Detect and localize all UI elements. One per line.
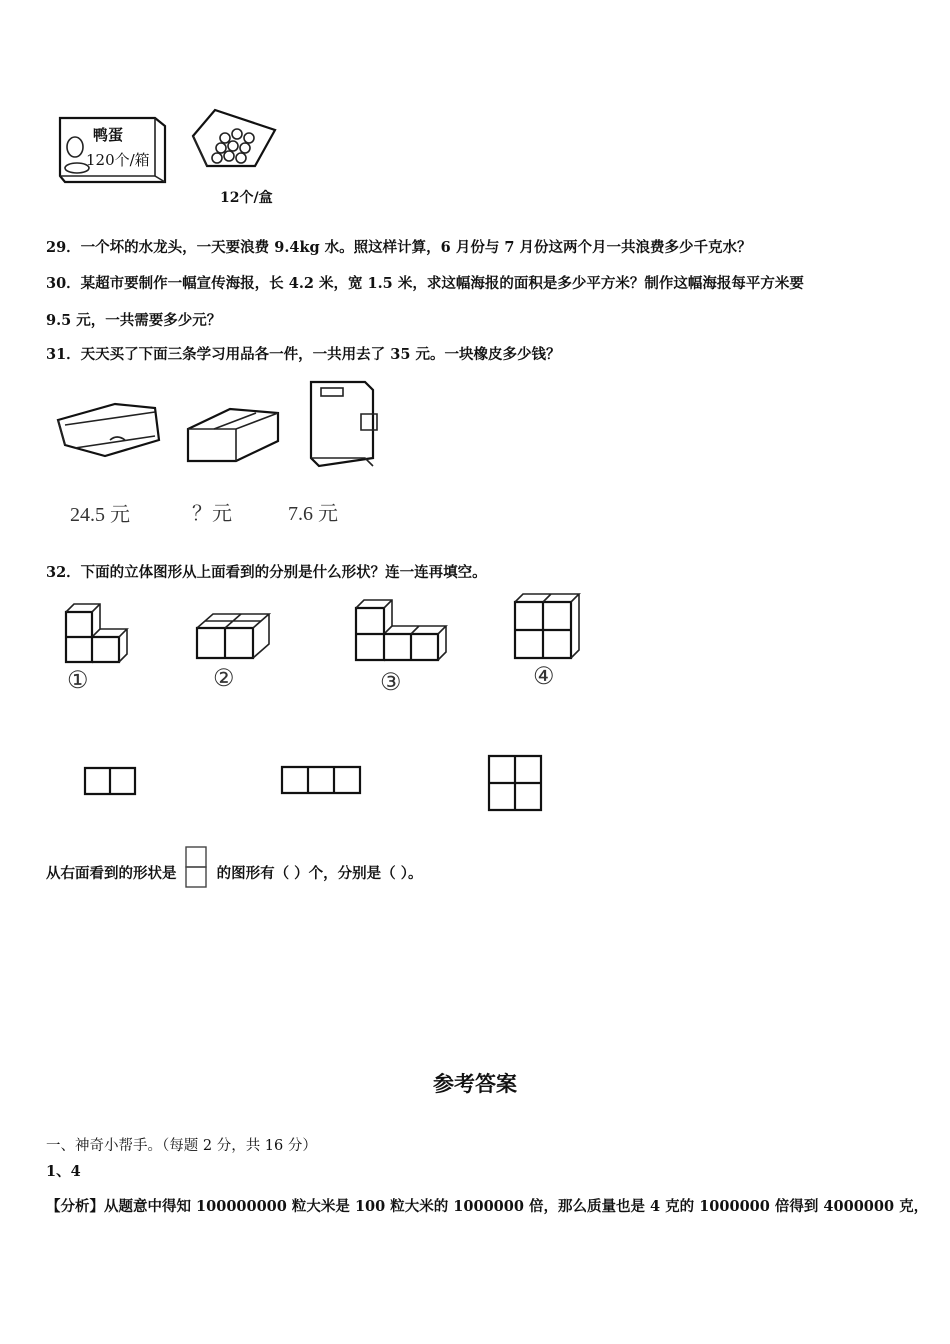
answer-title: 参考答案 <box>433 1072 517 1096</box>
question-29: 29．一个坏的水龙头，一天要浪费 9.4kg 水。照这样计算，6 月份与 7 月份这两个月一共浪费多少千克水？ <box>46 239 752 256</box>
question-30-line1: 30．某超市要制作一幅宣传海报，长 4.2 米，宽 1.5 米，求这幅海报的面积是多少平方米？制作这幅海报每平方米要 <box>46 275 804 292</box>
answer-1: 1、4 <box>46 1163 81 1180</box>
fill-in-line <box>46 851 422 897</box>
solid-4-icon <box>513 592 585 660</box>
solid-1-icon <box>64 600 134 664</box>
egg-box-icon <box>55 112 170 184</box>
eraser-icon <box>186 405 281 465</box>
top-view-b-icon <box>280 765 364 797</box>
price-eraser: ？元 <box>192 503 232 525</box>
top-view-c-icon <box>487 754 545 814</box>
solid-label-2: ② <box>213 666 235 692</box>
fill-in-suffix: 的图形有（ ）个，分别是（ ）。 <box>216 865 423 882</box>
egg-box-label-count: 120个/箱 <box>86 151 150 169</box>
solid-label-1: ① <box>67 668 89 694</box>
stacked-squares-icon <box>184 845 210 891</box>
notebook-icon <box>303 378 383 470</box>
solid-3-icon <box>354 596 449 664</box>
solid-label-3: ③ <box>380 670 402 696</box>
egg-tray-caption: 12个/盒 <box>220 190 273 206</box>
egg-box-label-top: 鸭蛋 <box>93 126 124 144</box>
fill-in-prefix: 从右面看到的形状是 <box>46 865 177 882</box>
question-31: 31．天天买了下面三条学习用品各一件，一共用去了 35 元。一块橡皮多少钱？ <box>46 346 561 363</box>
question-32: 32．下面的立体图形从上面看到的分别是什么形状？连一连再填空。 <box>46 564 487 581</box>
egg-tray-icon <box>185 108 280 178</box>
top-view-a-icon <box>83 766 139 798</box>
price-pencil-box: 24.5 元 <box>70 504 130 526</box>
solid-2-icon <box>195 612 275 662</box>
pencil-box-icon <box>55 390 165 465</box>
solid-label-4: ④ <box>533 664 555 690</box>
question-30-line2: 9.5 元，一共需要多少元？ <box>46 312 222 329</box>
answer-section-1: 一、神奇小帮手。（每题 2 分，共 16 分） <box>46 1138 317 1154</box>
price-notebook: 7.6 元 <box>288 503 338 525</box>
answer-1-analysis: 【分析】从题意中得知 100000000 粒大米是 100 粒大米的 1000000 倍，那么质量也是 4 克的 1000000 倍得到 4000000 克， <box>46 1198 929 1215</box>
